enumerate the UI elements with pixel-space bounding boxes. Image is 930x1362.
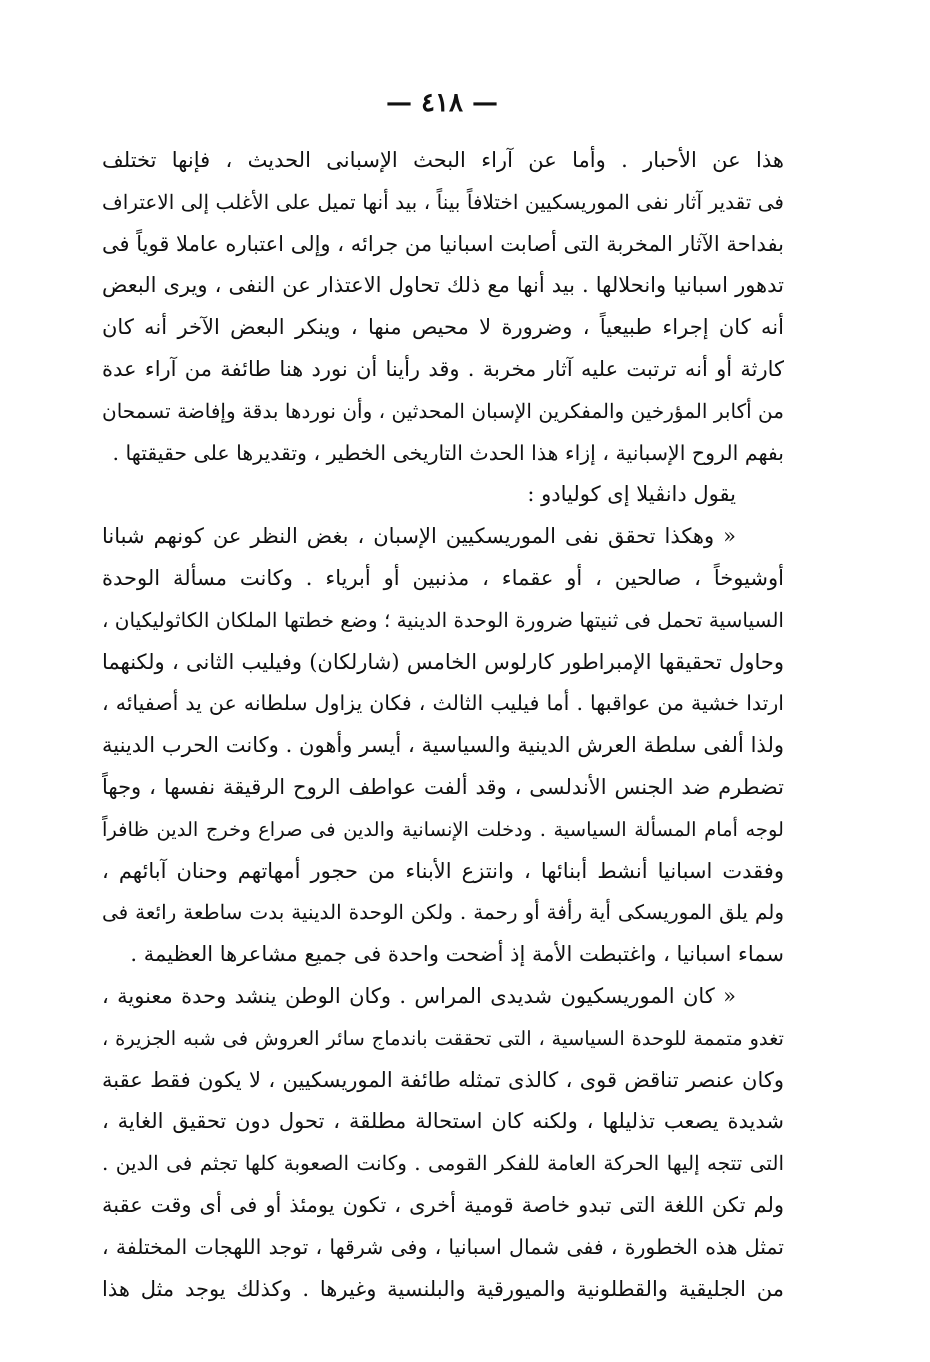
text-line: السياسية تحمل فى ثنيتها ضرورة الوحدة الدينية ؛ وضع خطتها الملكان الكاثوليكيان ، [102, 607, 784, 632]
text-line: وحاول تحقيقها الإمبراطور كارلوس الخامس (شارلكان) وفيليب الثانى ، ولكنهما [102, 649, 784, 674]
text-line: فى تقدير آثار نفى الموريسكيين اختلافاً بيناً ، بيد أنها تميل على الأغلب إلى الاعتراف [102, 189, 784, 214]
text-line: تدهور اسبانيا وانحلالها . بيد أنها مع ذلك تحاول الاعتذار عن النفى ، ويرى البعض [102, 273, 784, 298]
text-line: ولم تكن اللغة التى تبدو خاصة قومية أخرى ، تكون يومئذ أو فى أى وقت عقبة [102, 1192, 784, 1217]
text-line: بفداحة الآثار المخربة التى أصابت اسبانيا من جرائه ، وإلى اعتباره عاملا قوياً فى [102, 231, 784, 256]
text-line: وكان عنصر تناقض قوى ، كالذى تمثله طائفة الموريسكيين ، لا يكون فقط عقبة [102, 1067, 784, 1092]
text-line: من الجليقية والقطلونية والميورقية والبلنسية وغيرها . وكذلك يوجد مثل هذا [102, 1276, 784, 1301]
text-line: تمثل هذه الخطورة ، ففى شمال اسبانيا ، وفى شرقها ، توجد اللهجات المختلفة ، [102, 1234, 784, 1259]
body-text [102, 140, 784, 1310]
text-line: أوشيوخاً ، صالحين ، أو عقماء ، مذنبين أو أبرياء . وكانت مسألة الوحدة [102, 565, 784, 590]
text-line: كارثة أو أنه ترتبت عليه آثار مخربة . وقد رأينا أن نورد هنا طائفة من آراء عدة [102, 356, 784, 381]
text-line: ولم يلق الموريسكى أية رأفة أو رحمة . ولكن الوحدة الدينية بدت ساطعة رائعة فى [102, 900, 784, 925]
text-line: ارتدا خشية من عواقبها . أما فيليب الثالث ، فكان يزاول سلطانه عن يد أصفيائه ، [102, 691, 784, 716]
text-line: بفهم الروح الإسبانية ، إزاء هذا الحدث التاريخى الخطير ، وتقديرها على حقيقتها . [112, 440, 784, 465]
page-number: — ٤١٨ — [385, 88, 499, 118]
text-line: تضطرم ضد الجنس الأندلسى ، وقد ألفت عواطف الروح الرقيقة نفسها ، وجهاً [102, 774, 784, 799]
text-line: سماء اسبانيا ، واغتبطت الأمة إذ أضحت واحدة فى جميع مشاعرها العظيمة . [130, 942, 784, 967]
text-line: أنه كان إجراء طبيعياً ، وضرورة لا محيص منها ، وينكر البعض الآخر أنه كان [102, 315, 784, 340]
text-line: وفقدت اسبانيا أنشط أبنائها ، وانتزع الأبناء من حجور أمهاتهم وحنان آبائهم ، [102, 858, 784, 883]
text-line: لوجه أمام المسألة السياسية . ودخلت الإنسانية والدين فى صراع وخرج الدين ظافراً [102, 817, 784, 841]
text-line: يقول دانڤيلا إى كوليادو : [527, 482, 736, 507]
text-line: من أكابر المؤرخين والمفكرين الإسبان المحدثين ، وأن نوردها بدقة وإفاضة تسمحان [102, 398, 784, 423]
text-line: « وهكذا تحقق نفى الموريسكيين الإسبان ، بغض النظر عن كونهم شبانا [102, 524, 736, 549]
text-line: شديدة يصعب تذليلها ، ولكنه كان استحالة مطلقة ، تحول دون تحقيق الغاية ، [102, 1109, 784, 1134]
text-line: تغدو متممة للوحدة السياسية ، التى تحققت باندماج سائر العروش فى شبه الجزيرة ، [102, 1026, 784, 1050]
text-line: ولذا ألفى سلطة العرش الدينية والسياسية ، أيسر وأهون . وكانت الحرب الدينية [102, 733, 784, 758]
text-line: التى تتجه إليها الحركة العامة للفكر القومى . وكانت الصعوبة كلها تجثم فى الدين . [102, 1151, 784, 1176]
text-line: هذا عن الأحبار . وأما عن آراء البحث الإسبانى الحديث ، فإنها تختلف [102, 148, 784, 172]
text-line: « كان الموريسكيون شديدى المراس . وكان الوطن ينشد وحدة معنوية ، [102, 983, 736, 1008]
